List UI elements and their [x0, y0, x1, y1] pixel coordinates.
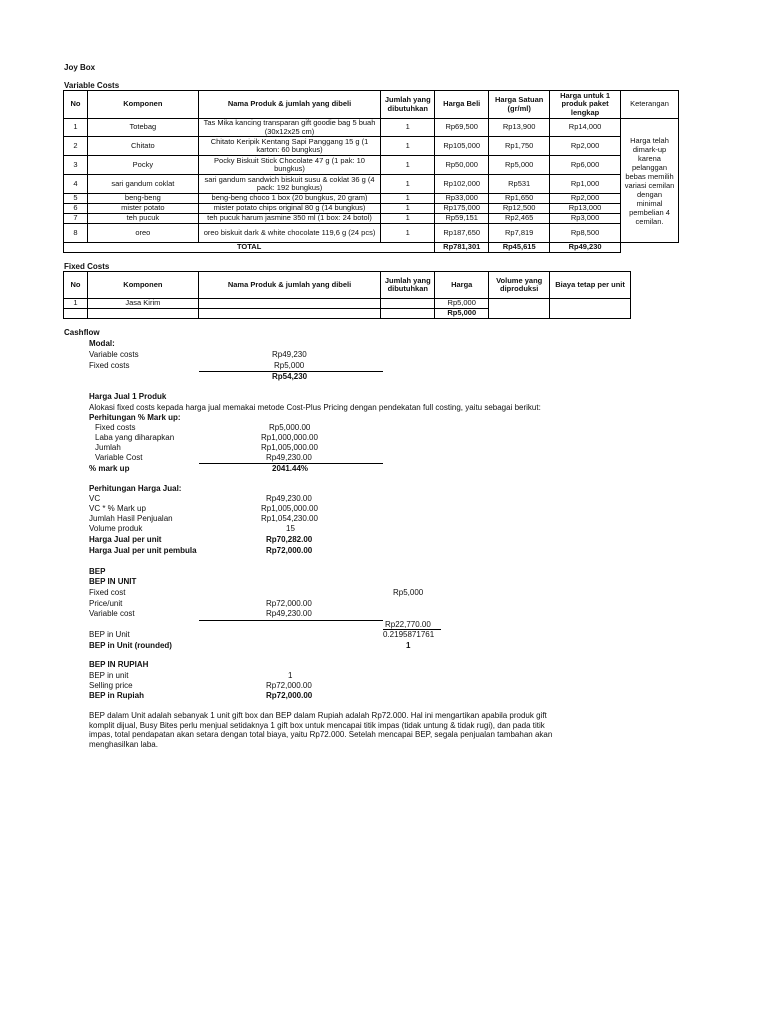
cell-harga-paket: Rp14,000 [550, 119, 621, 137]
table-row [64, 156, 679, 175]
markup-vc-value: Rp49,230.00 [266, 453, 312, 462]
table-row [64, 119, 679, 137]
cell-komponen: Chitato [87, 137, 198, 156]
fc-header-row [64, 272, 631, 299]
cell-komponen: Pocky [87, 156, 198, 175]
cell-jumlah [381, 299, 435, 309]
bep-fixed-label: Fixed cost [89, 588, 126, 597]
cell-komponen: teh pucuk [87, 214, 198, 224]
fc-col-nama: Nama Produk & jumlah yang dibeli [198, 272, 381, 299]
cell-harga-paket: Rp6,000 [550, 156, 621, 175]
fixed-costs-heading: Fixed Costs [64, 262, 110, 271]
fc-col-harga: Harga [435, 272, 489, 299]
cell-nama: oreo biskuit dark & white chocolate 119,6 g (24 pcs) [198, 224, 381, 243]
vc-header-row [64, 91, 679, 119]
table-row [64, 214, 679, 224]
cell-harga-paket: Rp3,000 [550, 214, 621, 224]
cell-komponen: mister potato [87, 204, 198, 214]
bep-unit-heading: BEP IN UNIT [89, 577, 137, 586]
empty-cell [621, 243, 679, 253]
cell-komponen: sari gandum coklat [87, 175, 198, 194]
empty-cell [198, 309, 381, 319]
hj-vc-value: Rp49,230.00 [266, 494, 312, 503]
cell-jumlah: 1 [381, 156, 435, 175]
bep-r-unit-label: BEP in unit [89, 671, 129, 680]
bep-rounded-label: BEP in Unit (rounded) [89, 641, 172, 650]
cell-jumlah: 1 [381, 175, 435, 194]
bep-vc-label: Variable cost [89, 609, 135, 618]
cell-no: 4 [64, 175, 88, 194]
variable-costs-heading: Variable Costs [64, 81, 120, 90]
cell-harga-paket: Rp2,000 [550, 137, 621, 156]
empty-cell [381, 309, 435, 319]
cell-harga-satuan: Rp12,500 [489, 204, 550, 214]
cell-biaya [550, 299, 631, 319]
cell-no: 2 [64, 137, 88, 156]
bep-heading: BEP [89, 567, 106, 576]
modal-total: Rp54,230 [272, 372, 308, 381]
table-row [64, 224, 679, 243]
cell-komponen: beng-beng [87, 194, 198, 204]
total-harga-satuan: Rp45,615 [489, 243, 550, 253]
table-row [64, 194, 679, 204]
hj-hasil-value: Rp1,054,230.00 [261, 514, 318, 523]
bep-unit-value: 0.2195871761 [383, 630, 435, 639]
cell-nama: Tas Mika kancing transparan gift goodie bag 5 buah (30x12x25 cm) [198, 119, 381, 137]
markup-vc-label: Variable Cost [95, 453, 143, 462]
harga-jual-desc: Alokasi fixed costs kepada harga jual memakai metode Cost-Plus Pricing dengan pendekatan full costing, yaitu sebagai berikut: [89, 403, 541, 412]
cell-harga-beli: Rp33,000 [435, 194, 489, 204]
cell-jumlah: 1 [381, 214, 435, 224]
markup-heading: Perhitungan % Mark up: [89, 413, 181, 422]
hj-volume-label: Volume produk [89, 524, 143, 533]
cell-jumlah: 1 [381, 194, 435, 204]
cell-harga-satuan: Rp531 [489, 175, 550, 194]
table-row [64, 204, 679, 214]
cell-harga-beli: Rp69,500 [435, 119, 489, 137]
cell-komponen: oreo [87, 224, 198, 243]
modal-vc-value: Rp49,230 [272, 350, 307, 359]
vc-col-komponen: Komponen [87, 91, 198, 119]
cell-harga-paket: Rp8,500 [550, 224, 621, 243]
markup-laba-label: Laba yang diharapkan [95, 433, 175, 442]
cell-harga-beli: Rp102,000 [435, 175, 489, 194]
cell-harga-satuan: Rp5,000 [489, 156, 550, 175]
vc-col-jumlah: Jumlah yang dibutuhkan [381, 91, 435, 119]
cell-no: 1 [64, 299, 88, 309]
cell-harga-beli: Rp187,650 [435, 224, 489, 243]
markup-jumlah-value: Rp1,005,000.00 [261, 443, 318, 452]
harga-jual-heading: Harga Jual 1 Produk [89, 392, 167, 401]
table-row [64, 299, 631, 309]
cell-no: 3 [64, 156, 88, 175]
cell-nama: Chitato Keripik Kentang Sapi Panggang 15 g (1 karton: 60 bungkus) [198, 137, 381, 156]
bep-unit-label: BEP in Unit [89, 630, 130, 639]
vc-col-harga-satuan: Harga Satuan (gr/ml) [489, 91, 550, 119]
fc-col-jumlah: Jumlah yang dibutuhkan [381, 272, 435, 299]
cell-harga-satuan: Rp1,650 [489, 194, 550, 204]
hj-volume-value: 15 [286, 524, 295, 533]
fc-col-biaya: Biaya tetap per unit [550, 272, 631, 299]
cell-nama [198, 299, 381, 309]
hj-hasil-label: Jumlah Hasil Penjualan [89, 514, 173, 523]
empty-cell [87, 309, 198, 319]
fixed-costs-table [63, 271, 631, 319]
hj-unit-label: Harga Jual per unit [89, 535, 162, 544]
vc-col-keterangan: Keterangan [621, 91, 679, 119]
bep-vc-value: Rp49,230.00 [266, 609, 312, 618]
modal-heading: Modal: [89, 339, 115, 348]
fc-col-komponen: Komponen [87, 272, 198, 299]
cell-volume [489, 299, 550, 319]
vc-total-row [64, 243, 679, 253]
cell-harga-beli: Rp105,000 [435, 137, 489, 156]
cell-harga-paket: Rp2,000 [550, 194, 621, 204]
modal-fc-value: Rp5,000 [274, 361, 305, 370]
bep-fixed-value: Rp5,000 [393, 588, 424, 597]
bep-price-label: Price/unit [89, 599, 123, 608]
fc-col-volume: Volume yang diproduksi [489, 272, 550, 299]
cell-nama: beng-beng choco 1 box (20 bungkus, 20 gram) [198, 194, 381, 204]
markup-fc-value: Rp5,000.00 [269, 423, 311, 432]
cell-harga-satuan: Rp7,819 [489, 224, 550, 243]
divider [199, 620, 383, 621]
cell-no: 8 [64, 224, 88, 243]
markup-value: 2041.44% [272, 464, 309, 473]
bep-price-value: Rp72,000.00 [266, 599, 312, 608]
hj-unit-value: Rp70,282.00 [266, 535, 313, 544]
markup-laba-value: Rp1,000,000.00 [261, 433, 318, 442]
cell-nama: sari gandum sandwich biskuit susu & coklat 36 g (4 pack: 192 bungkus) [198, 175, 381, 194]
cell-no: 1 [64, 119, 88, 137]
hj-markup-value: Rp1,005,000.00 [261, 504, 318, 513]
cell-no: 5 [64, 194, 88, 204]
cell-komponen: Totebag [87, 119, 198, 137]
cell-nama: Pocky Biskuit Stick Chocolate 47 g (1 pak: 10 bungkus) [198, 156, 381, 175]
cell-no: 7 [64, 214, 88, 224]
cell-harga-satuan: Rp2,465 [489, 214, 550, 224]
bep-rounded-value: 1 [406, 641, 411, 650]
markup-fc-label: Fixed costs [95, 423, 136, 432]
modal-vc-label: Variable costs [89, 350, 139, 359]
cell-harga-satuan: Rp13,900 [489, 119, 550, 137]
cell-keterangan: Harga telah dimark-up karena pelanggan bebas memilih variasi cemilan dengan minimal pembelian 4 cemilan. [621, 119, 679, 243]
total-harga-paket: Rp49,230 [550, 243, 621, 253]
total-harga-beli: Rp781,301 [435, 243, 489, 253]
bep-rupiah-heading: BEP IN RUPIAH [89, 660, 149, 669]
cell-nama: teh pucuk harum jasmine 350 ml (1 box: 24 botol) [198, 214, 381, 224]
bep-r-price-value: Rp72,000.00 [266, 681, 312, 690]
hj-round-label: Harga Jual per unit pembula [89, 546, 197, 555]
cell-harga-beli: Rp59,151 [435, 214, 489, 224]
hj-vc-label: VC [89, 494, 101, 503]
bep-r-unit-value: 1 [288, 671, 293, 680]
cell-komponen: Jasa Kirim [87, 299, 198, 309]
vc-col-nama: Nama Produk & jumlah yang dibeli [198, 91, 381, 119]
cell-jumlah: 1 [381, 119, 435, 137]
cell-jumlah: 1 [381, 137, 435, 156]
vc-col-no: No [64, 91, 88, 119]
table-row [64, 137, 679, 156]
cell-jumlah: 1 [381, 204, 435, 214]
doc-title: Joy Box [64, 63, 96, 72]
bep-r-price-label: Selling price [89, 681, 133, 690]
hj-round-value: Rp72,000.00 [266, 546, 313, 555]
total-label: TOTAL [64, 243, 435, 253]
cell-harga-beli: Rp50,000 [435, 156, 489, 175]
bep-conclusion: BEP dalam Unit adalah sebanyak 1 unit gift box dan BEP dalam Rupiah adalah Rp72.000. Hal ini mengartikan apabila produk gift komplit dijual, Busy Bites perlu menjual setidaknya 1 gift box untuk mencapai titik impas (tidak untung & tidak rugi), dan pada titik impas, total pendapatan akan setara dengan total biaya, yaitu Rp72.000. Setelah mencapai BEP, segala penjualan tambahan akan menghasilkan laba. [89, 711, 553, 749]
vc-col-harga-beli: Harga Beli [435, 91, 489, 119]
fc-col-no: No [64, 272, 88, 299]
cell-jumlah: 1 [381, 224, 435, 243]
vc-col-harga-paket: Harga untuk 1 produk paket lengkap [550, 91, 621, 119]
fc-total: Rp5,000 [435, 309, 489, 319]
modal-fc-label: Fixed costs [89, 361, 130, 370]
table-row [64, 175, 679, 194]
hj-heading: Perhitungan Harga Jual: [89, 484, 182, 493]
cell-nama: mister potato chips original 80 g (14 bungkus) [198, 204, 381, 214]
cell-harga-paket: Rp13,000 [550, 204, 621, 214]
cell-no: 6 [64, 204, 88, 214]
cashflow-heading: Cashflow [64, 328, 100, 337]
cell-harga-paket: Rp1,000 [550, 175, 621, 194]
cell-harga: Rp5,000 [435, 299, 489, 309]
bep-r-label: BEP in Rupiah [89, 691, 144, 700]
empty-cell [64, 309, 88, 319]
variable-costs-table [63, 90, 679, 253]
bep-r-value: Rp72,000.00 [266, 691, 313, 700]
hj-markup-label: VC * % Mark up [89, 504, 146, 513]
cell-harga-beli: Rp175,000 [435, 204, 489, 214]
markup-label: % mark up [89, 464, 130, 473]
cell-harga-satuan: Rp1,750 [489, 137, 550, 156]
markup-jumlah-label: Jumlah [95, 443, 121, 452]
bep-diff-value: Rp22,770.00 [385, 620, 431, 629]
